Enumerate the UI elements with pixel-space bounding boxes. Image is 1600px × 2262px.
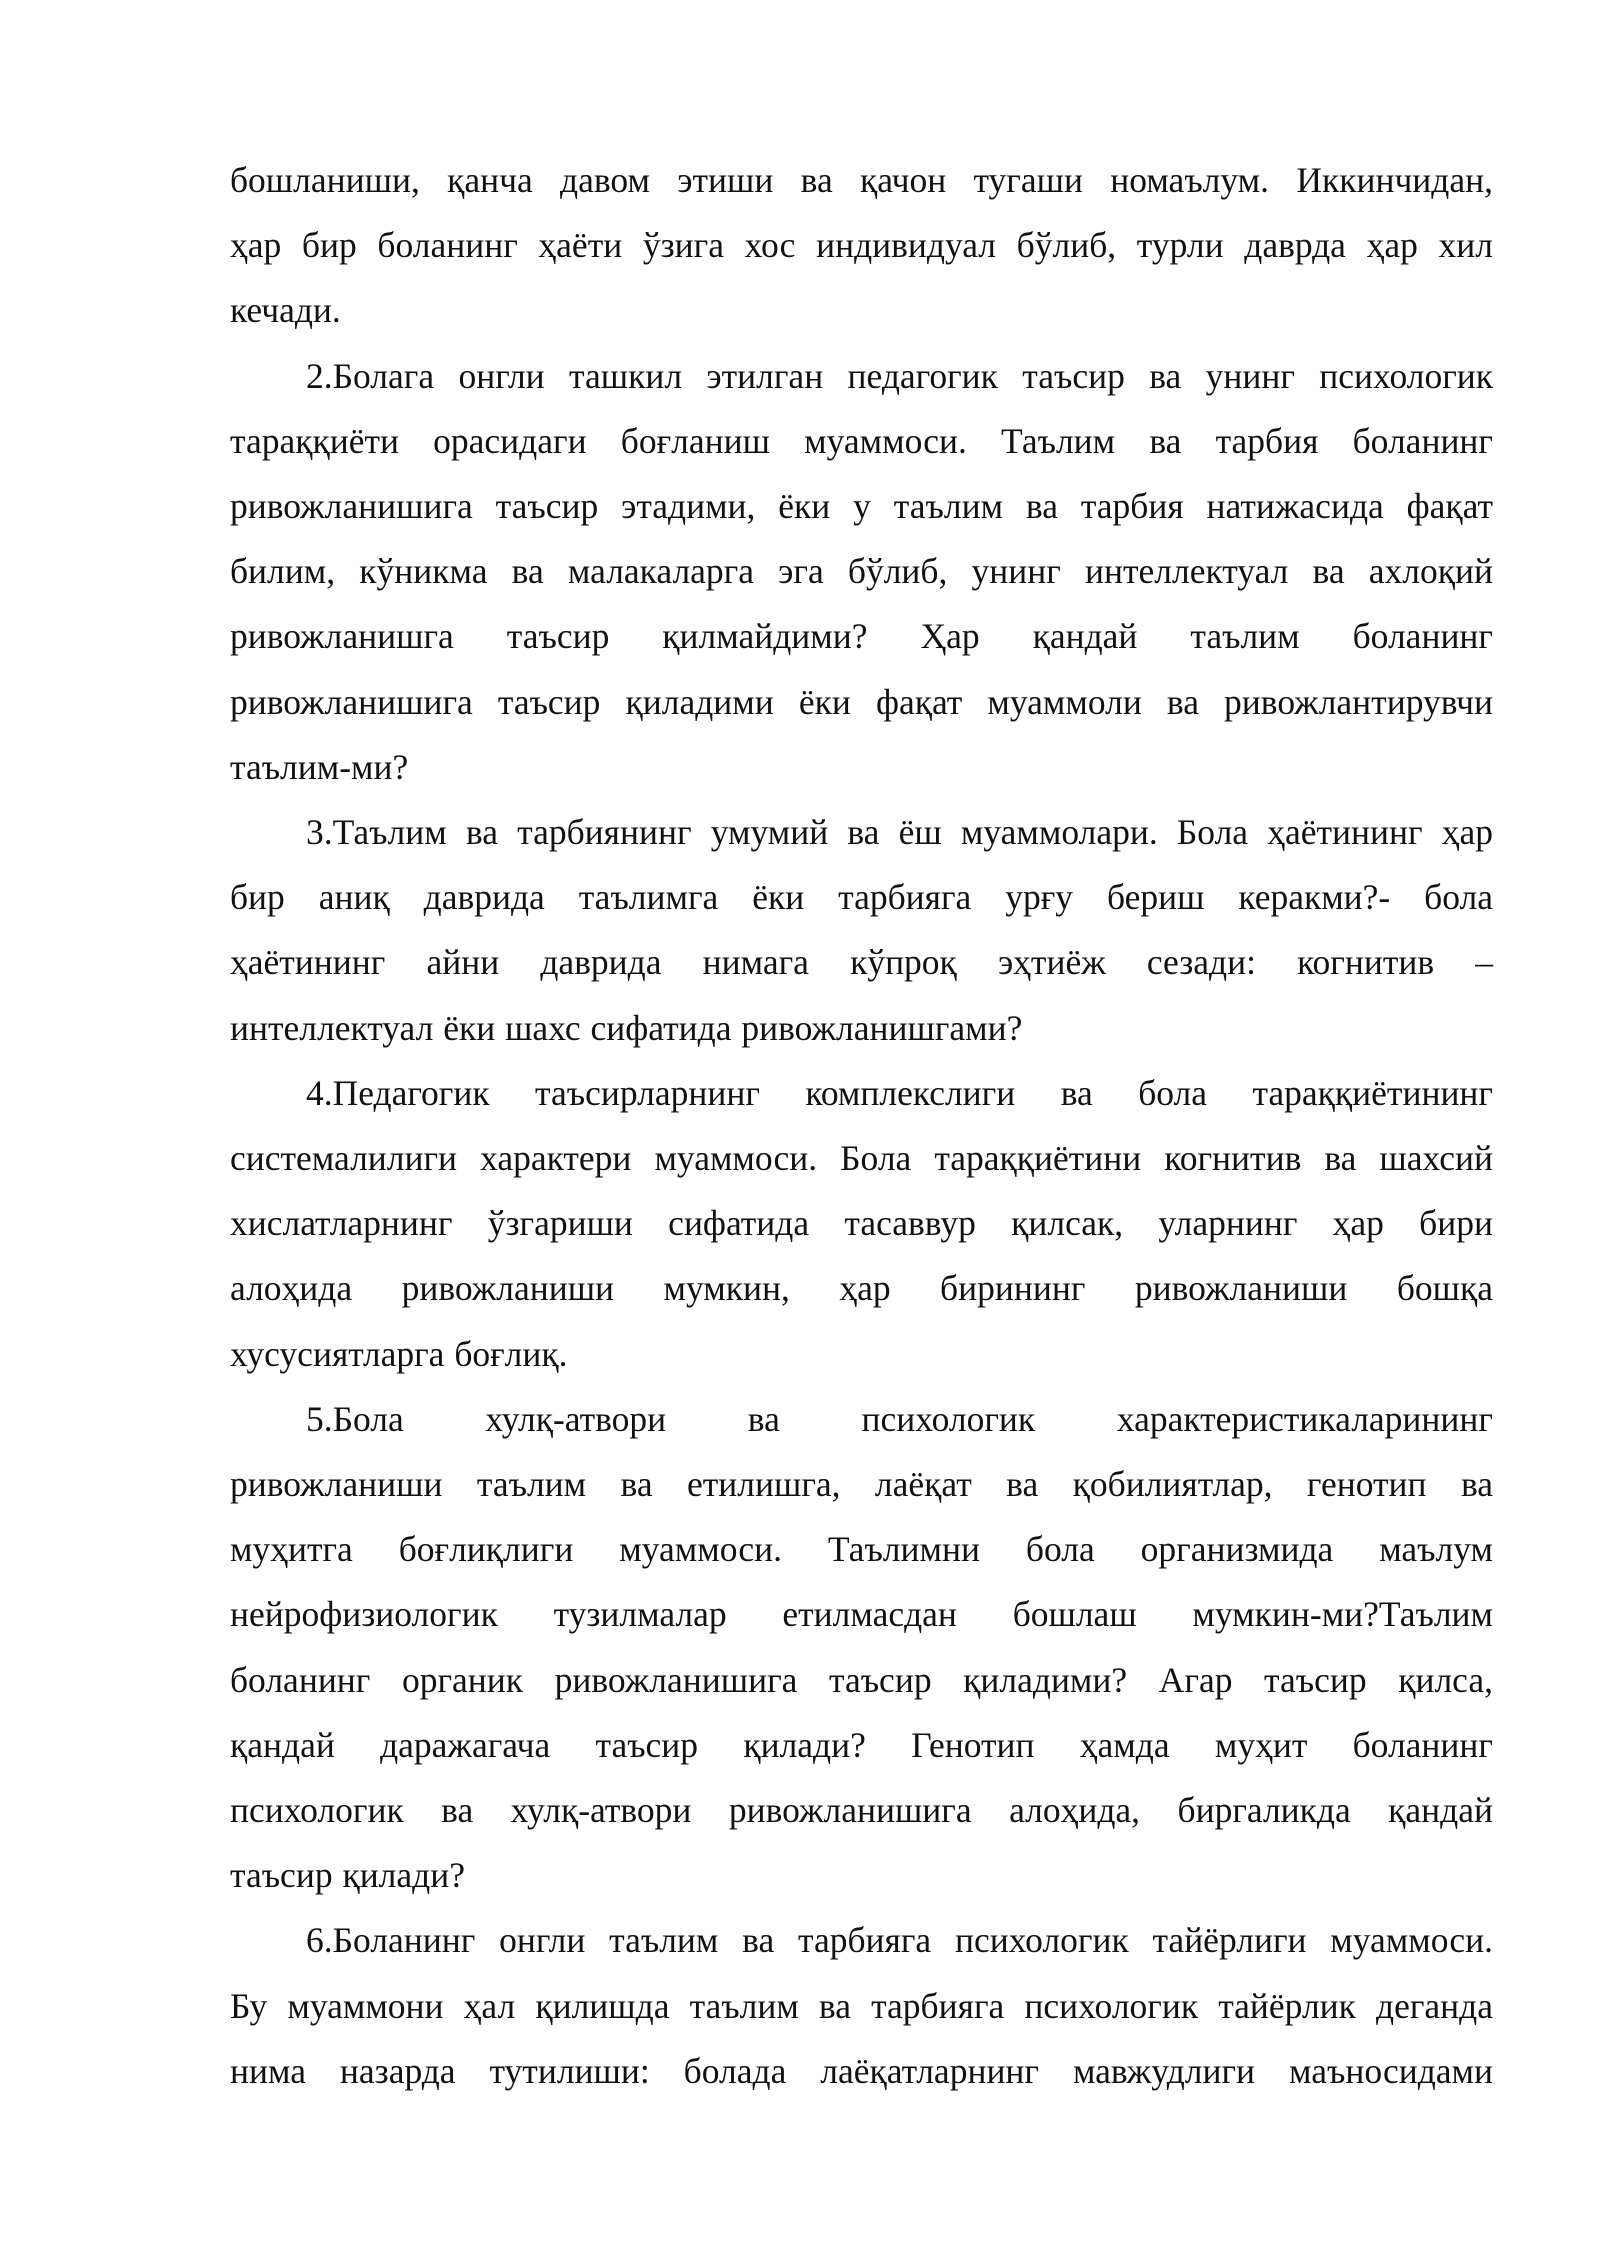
text-line: ривожланишга таъсир қилмайдими? Ҳар қандай таълим боланинг <box>230 616 1493 657</box>
text-line: системалилиги характери муаммоси. Бола тараққиётини когнитив ва шахсий <box>230 1138 1493 1179</box>
text-line: 6.Боланинг онгли таълим ва тарбияга психологик тайёрлиги муаммоси. <box>306 1920 1493 1961</box>
text-line: таълим-ми? <box>230 746 409 787</box>
text-line: ривожланишига таъсир қиладими ёки фақат муаммоли ва ривожлантирувчи <box>230 681 1493 722</box>
text-line: 2.Болага онгли ташкил этилган педагогик таъсир ва унинг психологик <box>306 355 1493 396</box>
paragraph-p4 <box>230 1387 1493 1909</box>
text-line: 4.Педагогик таъсирларнинг комплекслиги ва бола тараққиётининг <box>306 1072 1493 1113</box>
paragraph-p5 <box>230 1908 1493 2104</box>
text-line: муҳитга боғлиқлиги муаммоси. Таълимни бола организмида маълум <box>230 1529 1493 1570</box>
text-line: қандай даражагача таъсир қилади? Генотип ҳамда муҳит боланинг <box>230 1724 1493 1765</box>
text-line: психологик ва хулқ-атвори ривожланишига алоҳида, биргаликда қандай <box>230 1790 1493 1831</box>
text-line: Бу муаммони ҳал қилишда таълим ва тарбияга психологик тайёрлик деганда <box>230 1985 1493 2026</box>
text-line: интеллектуал ёки шахс сифатида ривожланишгами? <box>230 1007 1023 1048</box>
text-line: алоҳида ривожланиши мумкин, ҳар бирининг ривожланиши бошқа <box>230 1268 1493 1309</box>
text-line: боланинг органик ривожланишига таъсир қиладими? Агар таъсир қилса, <box>230 1659 1493 1700</box>
text-line: хислатларнинг ўзгариши сифатида тасаввур қилсак, уларнинг ҳар бири <box>230 1203 1493 1244</box>
text-line: тараққиёти орасидаги боғланиш муаммоси. Таълим ва тарбия боланинг <box>230 420 1493 461</box>
paragraph-p1 <box>230 344 1493 800</box>
text-line: ҳар бир боланинг ҳаёти ўзига хос индивидуал бўлиб, турли даврда ҳар хил <box>230 225 1493 266</box>
text-line: билим, кўникма ва малакаларга эга бўлиб, унинг интеллектуал ва ахлоқий <box>230 551 1493 592</box>
text-line: 5.Бола хулқ-атвори ва психологик характеристикаларининг <box>306 1398 1493 1439</box>
text-line: бошланиши, қанча давом этиши ва қачон тугаши номаълум. Иккинчидан, <box>230 160 1493 200</box>
text-line: ривожланиши таълим ва етилишга, лаёқат ва қобилиятлар, генотип ва <box>230 1464 1493 1505</box>
text-line: ҳаётининг айни даврида нимага кўпроқ эҳтиёж сезади: когнитив – <box>230 942 1493 983</box>
text-line: кечади. <box>230 290 341 331</box>
text-line: бир аниқ даврида таълимга ёки тарбияга урғу бериш керакми?- бола <box>230 877 1493 918</box>
text-line: нима назарда тутилиши: болада лаёқатларнинг мавжудлиги маъносидами <box>230 2050 1493 2091</box>
text-line: хусусиятларга боғлиқ. <box>230 1333 568 1374</box>
text-line: ривожланишига таъсир этадими, ёки у таълим ва тарбия натижасида фақат <box>230 486 1493 527</box>
paragraph-p2 <box>230 800 1493 1061</box>
document-body <box>230 148 1493 2104</box>
text-line: таъсир қилади? <box>230 1855 465 1896</box>
paragraph-p0 <box>230 148 1493 344</box>
paragraph-p3 <box>230 1061 1493 1387</box>
text-line: нейрофизиологик тузилмалар етилмасдан бошлаш мумкин-ми?Таълим <box>230 1594 1493 1635</box>
text-line: 3.Таълим ва тарбиянинг умумий ва ёш муаммолари. Бола ҳаётининг ҳар <box>306 812 1493 853</box>
